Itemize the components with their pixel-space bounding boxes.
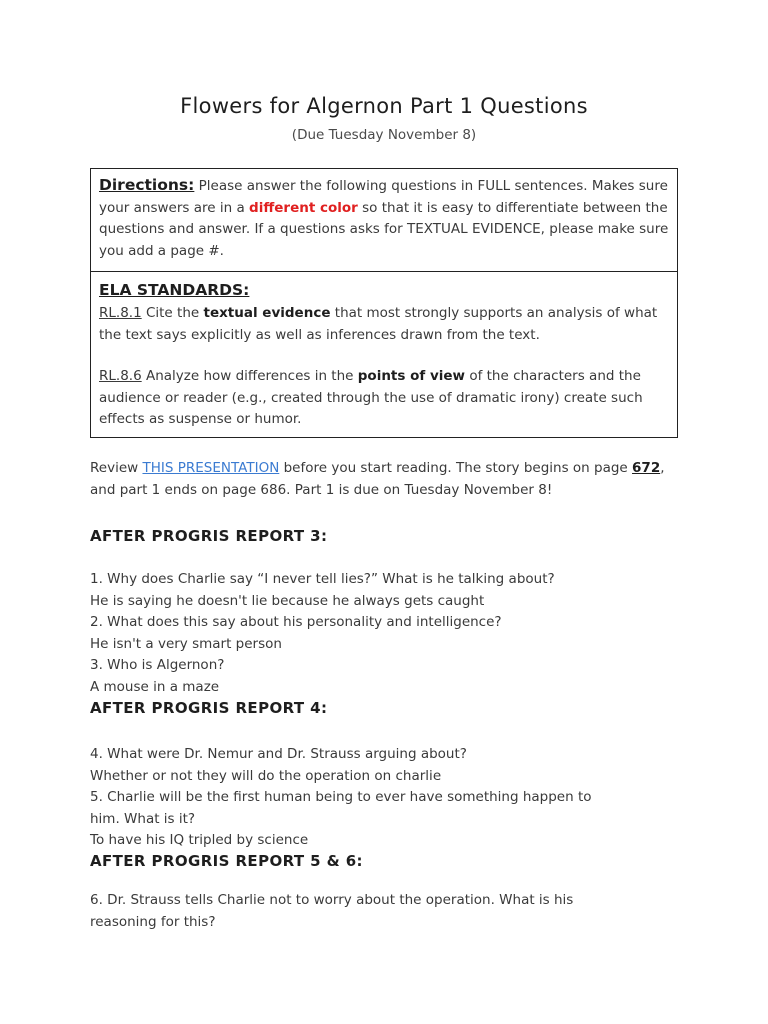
answer-4: Whether or not they will do the operation on charlie: [90, 767, 442, 784]
question-2: 2. What does this say about his personality and intelligence?: [90, 614, 502, 630]
review-text-3: , and part 1 ends on page 686. Part 1 is due on Tuesday November 8!: [90, 460, 665, 498]
review-text-1: Review: [90, 460, 143, 476]
question-6: 6. Dr. Strauss tells Charlie not to worry about the operation. What is his: [90, 892, 574, 908]
section-qa-report-4: [90, 744, 690, 852]
question-1: 1. Why does Charlie say “I never tell lies?” What is he talking about?: [90, 571, 555, 587]
section-qa-report-3: [90, 569, 690, 698]
standard-rl86: [99, 366, 669, 431]
answer-1: He is saying he doesn't lie because he always gets caught: [90, 592, 485, 609]
due-date-subtitle: (Due Tuesday November 8): [291, 127, 477, 143]
section-heading-report-4: AFTER PROGRIS REPORT 4:: [90, 699, 328, 717]
directions-box: [90, 168, 678, 272]
question-3: 3. Who is Algernon?: [90, 657, 225, 673]
directions-text-2: so that it is easy to differentiate between the questions and answer. If a questions asks for TEXTUAL EVIDENCE, please make sure you add a page #.: [99, 199, 669, 259]
question-6-continued: reasoning for this?: [90, 913, 216, 930]
section-heading-report-5-6: AFTER PROGRIS REPORT 5 & 6:: [90, 852, 363, 870]
start-page-number: 672: [632, 460, 661, 476]
standard-rl81-bold: textual evidence: [203, 305, 331, 321]
standard-rl81-text-2: that most strongly supports an analysis of what the text says explicitly as well as inferences drawn from the text.: [99, 305, 658, 343]
page-title: Flowers for Algernon Part 1 Questions: [180, 94, 588, 118]
standard-rl86-text-2: of the characters and the audience or reader (e.g., created through the use of dramatic irony) create such effects as suspense or humor.: [99, 368, 643, 427]
standards-box: [90, 271, 678, 438]
directions-text-1: Please answer the following questions in FULL sentences. Makes sure your answers are in a: [99, 178, 668, 216]
standard-rl86-text-1: Analyze how differences in the: [141, 368, 358, 384]
directions-highlight: different color: [249, 199, 358, 216]
standard-rl86-bold: points of view: [357, 368, 466, 384]
question-4: 4. What were Dr. Nemur and Dr. Strauss arguing about?: [90, 746, 467, 762]
presentation-link[interactable]: THIS PRESENTATION: [142, 460, 280, 476]
question-5: 5. Charlie will be the first human being to ever have something happen to: [90, 789, 592, 805]
answer-3: A mouse in a maze: [90, 678, 220, 695]
question-5-continued: him. What is it?: [90, 810, 196, 827]
review-text-2: before you start reading. The story begins on page: [279, 460, 633, 476]
standard-rl86-code[interactable]: RL.8.6: [99, 368, 142, 384]
standard-rl81-code[interactable]: RL.8.1: [99, 305, 142, 321]
standards-heading: ELA STANDARDS:: [99, 281, 250, 299]
standard-rl81-text-1: Cite the: [141, 305, 204, 321]
answer-2: He isn't a very smart person: [90, 635, 282, 652]
section-qa-report-5-6: [90, 890, 690, 933]
answer-5: To have his IQ tripled by science: [90, 832, 309, 848]
standard-rl81: [99, 303, 669, 346]
section-heading-report-3: AFTER PROGRIS REPORT 3:: [90, 527, 328, 545]
directions-label: Directions:: [99, 176, 195, 194]
review-paragraph: [90, 458, 690, 501]
